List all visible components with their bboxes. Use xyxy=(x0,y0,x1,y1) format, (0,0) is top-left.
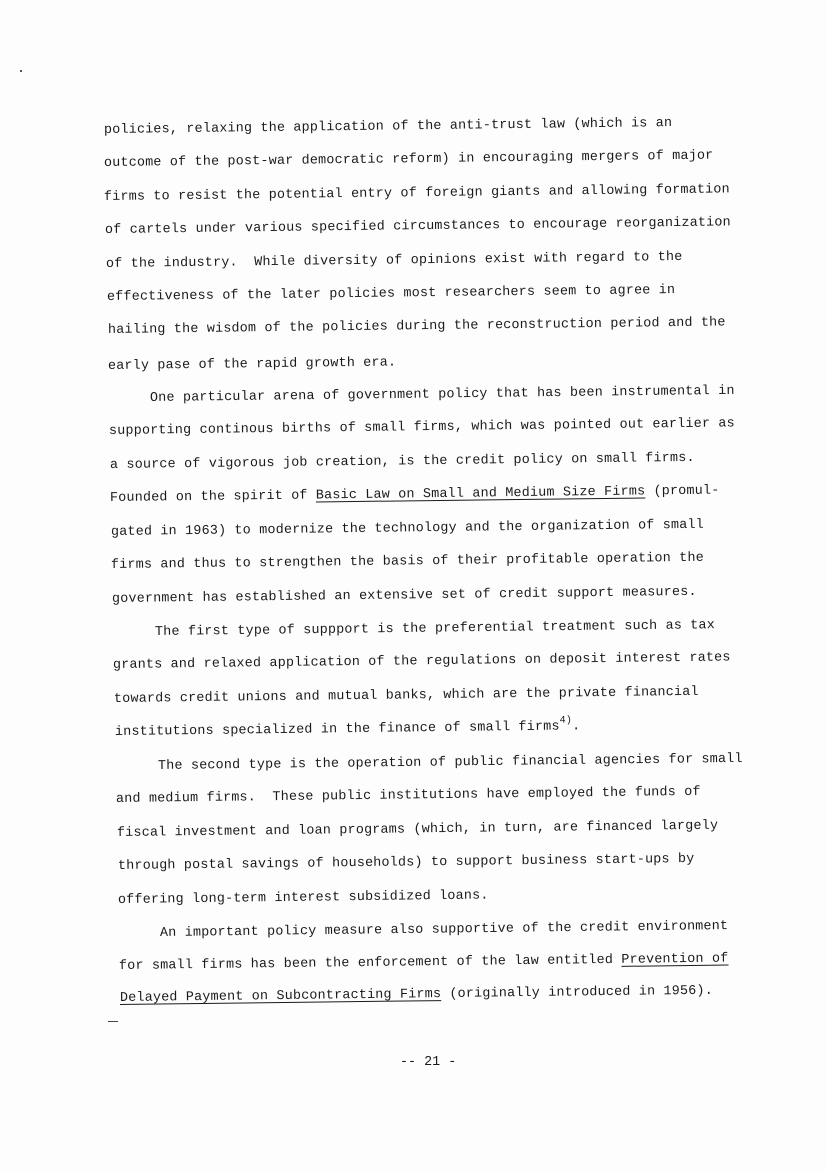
text-line: An important policy measure also supportive of the credit environment xyxy=(159,919,729,941)
scan-speck xyxy=(20,70,22,72)
text-line: government has established an extensive set of credit support measures. xyxy=(111,584,697,607)
text-line: fiscal investment and loan programs (which, in turn, are financed largely xyxy=(116,818,719,841)
text-line xyxy=(119,952,729,975)
text-segment: (originally introduced in 1956). xyxy=(441,983,714,1003)
text-line: policies, relaxing the application of the anti-trust law (which is an xyxy=(103,116,673,138)
page-number: -- 21 - xyxy=(400,1055,457,1070)
text-segment: (promul- xyxy=(645,483,720,500)
text-segment: for small firms has been the enforcement of the law entitled xyxy=(118,952,622,974)
text-line: towards credit unions and mutual banks, which are the private financial xyxy=(113,684,699,707)
text-line: of cartels under various specified circumstances to encourage reorganization xyxy=(104,215,731,238)
text-line: effectiveness of the later policies most researchers seem to agree in xyxy=(106,283,676,305)
text-line: firms and thus to strengthen the basis of their profitable operation the xyxy=(110,550,705,573)
text-line: The second type is the operation of public financial agencies for small xyxy=(157,751,743,774)
text-line: hailing the wisdom of the policies during the reconstruction period and the xyxy=(107,315,726,338)
text-line: offering long-term interest subsidized loans. xyxy=(117,888,489,908)
text-line: grants and relaxed application of the regulations on deposit interest rates xyxy=(112,650,731,673)
text-segment: institutions specialized in the finance of small firms xyxy=(114,719,560,740)
footnote-ref: 4) xyxy=(559,715,573,727)
law-title-prevention: Prevention of xyxy=(621,951,729,968)
text-line: of the industry. While diversity of opinions exist with regard to the xyxy=(105,249,683,272)
text-line: One particular arena of government policy that has been instrumental in xyxy=(149,383,735,406)
text-line: firms to resist the potential entry of foreign giants and allowing formation xyxy=(103,182,730,205)
text-segment: Founded on the spirit of xyxy=(109,488,316,506)
text-line xyxy=(114,715,581,741)
scan-mark xyxy=(108,1021,118,1022)
text-line: gated in 1963) to modernize the technology and the organization of small xyxy=(110,517,705,540)
text-line: a source of vigorous job creation, is the credit policy on small firms. xyxy=(109,450,695,473)
text-line: outcome of the post-war democratic reform) in encouraging mergers of major xyxy=(103,148,714,171)
text-segment: . xyxy=(572,719,581,735)
law-title-basic-law: Basic Law on Small and Medium Size Firms xyxy=(315,484,646,504)
text-line: The first type of suppport is the preferential treatment such as tax xyxy=(154,618,716,640)
text-line: supporting continous births of small firms, which was pointed out earlier as xyxy=(108,416,735,439)
law-title-delayed-payment: Delayed Payment on Subcontracting Firms xyxy=(119,987,442,1006)
text-line: early pase of the rapid growth era. xyxy=(107,355,397,374)
text-line xyxy=(120,984,713,1007)
text-line: through postal savings of households) to support business start-ups by xyxy=(117,851,695,874)
text-line xyxy=(110,484,720,507)
text-line: and medium firms. These public institutions have employed the funds of xyxy=(115,784,701,807)
